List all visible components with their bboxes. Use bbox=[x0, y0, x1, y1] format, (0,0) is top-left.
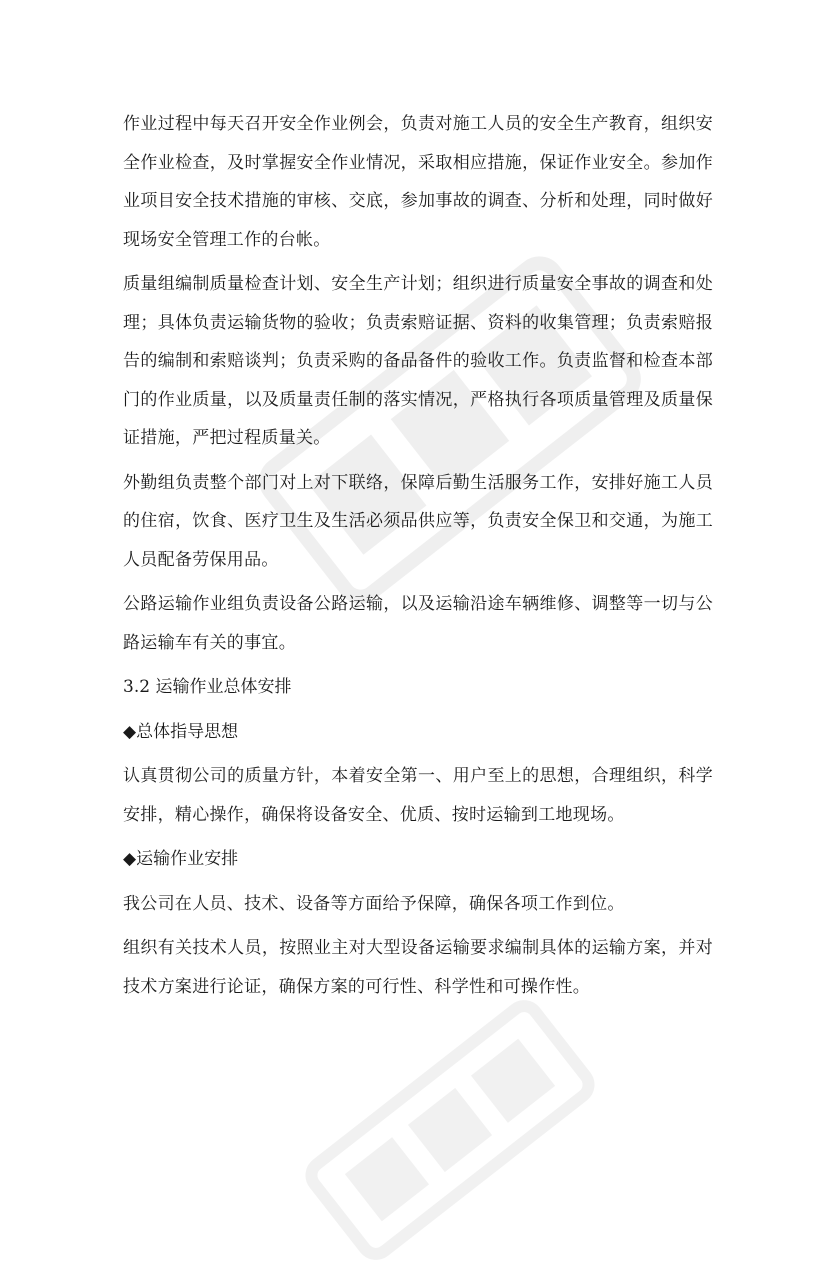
paragraph-technical-plan: 组织有关技术人员，按照业主对大型设备运输要求编制具体的运输方案，并对技术方案进行论证，确保方案的可行性、科学性和可操作性。 bbox=[123, 938, 713, 997]
document-body bbox=[123, 105, 713, 1012]
watermark-bottom-icon bbox=[289, 982, 612, 1277]
paragraph-guiding-ideology: 认真贯彻公司的质量方针，本着安全第一、用户至上的思想，合理组织，科学安排，精心操作，确保将设备安全、优质、按时运输到工地现场。 bbox=[123, 766, 713, 825]
subheading-transport-arrangement: ◆运输作业安排 bbox=[123, 849, 239, 869]
paragraph-company-guarantee: 我公司在人员、技术、设备等方面给予保障，确保各项工作到位。 bbox=[123, 893, 625, 914]
paragraph-field-group: 外勤组负责整个部门对上对下联络，保障后勤生活服务工作，安排好施工人员的住宿，饮食、医疗卫生及生活必须品供应等，负责安全保卫和交通，为施工人员配备劳保用品。 bbox=[123, 472, 713, 570]
paragraph-road-transport-group: 公路运输作业组负责设备公路运输，以及运输沿途车辆维修、调整等一切与公路运输车有关的事宜。 bbox=[123, 594, 713, 653]
paragraph-quality-group: 质量组编制质量检查计划、安全生产计划；组织进行质量安全事故的调查和处理；具体负责运输货物的验收；负责索赔证据、资料的收集管理；负责索赔报告的编制和索赔谈判；负责采购的备品备件的验收工作。负责监督和检查本部门的作业质量，以及质量责任制的落实情况，严格执行各项质量管理及质量保证措施，严把过程质量关。 bbox=[123, 274, 713, 448]
section-heading: 3.2 运输作业总体安排 bbox=[123, 677, 292, 697]
paragraph-safety-duties: 作业过程中每天召开安全作业例会，负责对施工人员的安全生产教育，组织安全作业检查，及时掌握安全作业情况，采取相应措施，保证作业安全。参加作业项目安全技术措施的审核、交底，参加事故的调查、分析和处理，同时做好现场安全管理工作的台帐。 bbox=[123, 114, 713, 250]
subheading-guiding-ideology: ◆总体指导思想 bbox=[123, 721, 239, 742]
